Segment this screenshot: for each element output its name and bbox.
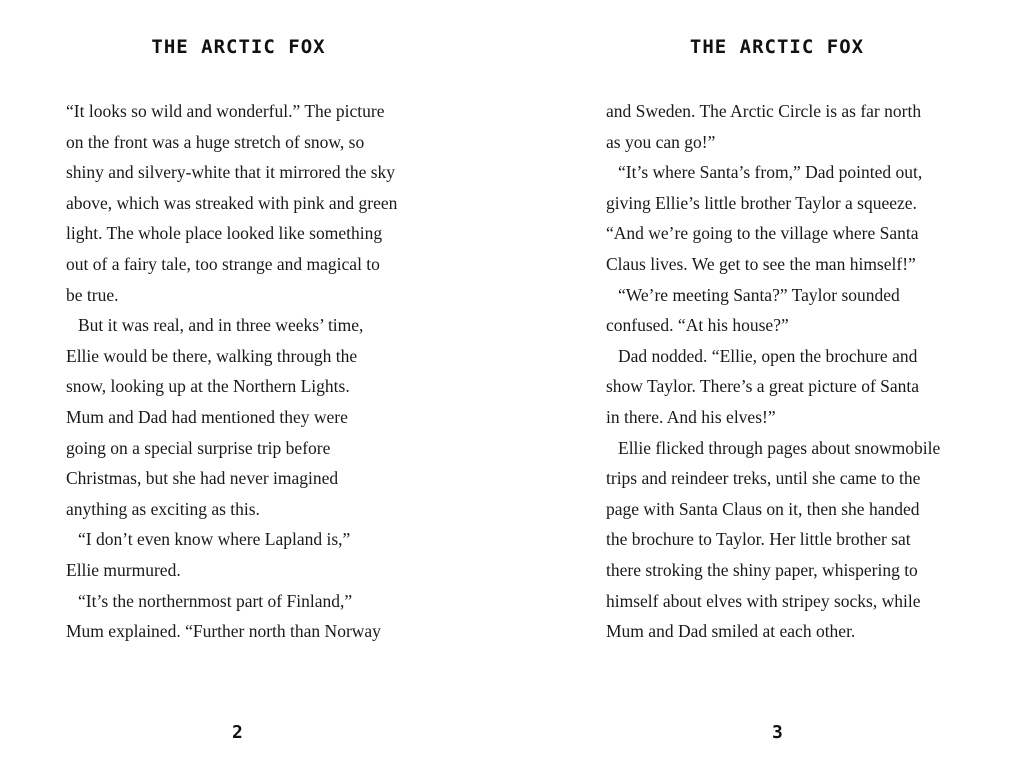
text-line: anything as exciting as this. bbox=[66, 498, 260, 519]
text-line: light. The whole place looked like something bbox=[66, 223, 383, 244]
text-line: trips and reindeer treks, until she came to the bbox=[606, 468, 921, 489]
text-line: and Sweden. The Arctic Circle is as far north bbox=[606, 101, 922, 121]
text-line: Dad nodded. “Ellie, open the brochure and bbox=[618, 345, 918, 366]
text-line: show Taylor. There’s a great picture of Santa bbox=[606, 376, 920, 397]
text-line: Ellie murmured. bbox=[66, 559, 181, 580]
text-line: Ellie would be there, walking through the bbox=[66, 345, 358, 366]
page-number: 3 bbox=[772, 722, 783, 743]
text-line: in there. And his elves!” bbox=[606, 406, 776, 427]
text-line: page with Santa Claus on it, then she handed bbox=[606, 498, 920, 519]
text-line: out of a fairy tale, too strange and magical to bbox=[66, 253, 380, 274]
text-line: giving Ellie’s little brother Taylor a squeeze. bbox=[606, 192, 917, 213]
text-line: “It looks so wild and wonderful.” The picture bbox=[66, 101, 385, 121]
text-line: Claus lives. We get to see the man himself!” bbox=[606, 253, 916, 274]
text-line: Mum explained. “Further north than Norway bbox=[66, 621, 381, 642]
page-number: 2 bbox=[232, 722, 243, 743]
text-line: “And we’re going to the village where Santa bbox=[606, 223, 919, 244]
text-line: be true. bbox=[66, 284, 119, 305]
text-line: Mum and Dad smiled at each other. bbox=[606, 621, 856, 642]
body-text bbox=[66, 96, 446, 647]
text-line: “It’s the northernmost part of Finland,” bbox=[78, 590, 353, 611]
text-line: But it was real, and in three weeks’ time, bbox=[78, 315, 364, 336]
text-line: there stroking the shiny paper, whispering to bbox=[606, 559, 918, 580]
text-line: confused. “At his house?” bbox=[606, 315, 789, 336]
text-line: “I don’t even know where Lapland is,” bbox=[78, 529, 351, 550]
running-head: THE ARCTIC FOX bbox=[151, 36, 326, 58]
running-head: THE ARCTIC FOX bbox=[689, 36, 865, 58]
text-line: above, which was streaked with pink and green bbox=[66, 192, 398, 213]
text-line: “It’s where Santa’s from,” Dad pointed out, bbox=[618, 162, 923, 183]
text-line: on the front was a huge stretch of snow, so bbox=[66, 131, 365, 152]
text-line: as you can go!” bbox=[606, 131, 716, 152]
text-line: shiny and silvery-white that it mirrored the sky bbox=[66, 162, 396, 183]
left-page bbox=[0, 0, 507, 779]
text-line: Ellie flicked through pages about snowmobile bbox=[618, 437, 941, 458]
text-line: going on a special surprise trip before bbox=[66, 437, 331, 458]
body-text bbox=[606, 96, 986, 647]
right-page bbox=[507, 0, 1015, 779]
text-line: “We’re meeting Santa?” Taylor sounded bbox=[618, 284, 900, 305]
text-line: the brochure to Taylor. Her little brother sat bbox=[606, 529, 911, 550]
text-line: Mum and Dad had mentioned they were bbox=[66, 406, 348, 427]
text-line: snow, looking up at the Northern Lights. bbox=[66, 376, 350, 397]
text-line: himself about elves with stripey socks, while bbox=[606, 590, 921, 611]
text-line: Christmas, but she had never imagined bbox=[66, 468, 339, 489]
